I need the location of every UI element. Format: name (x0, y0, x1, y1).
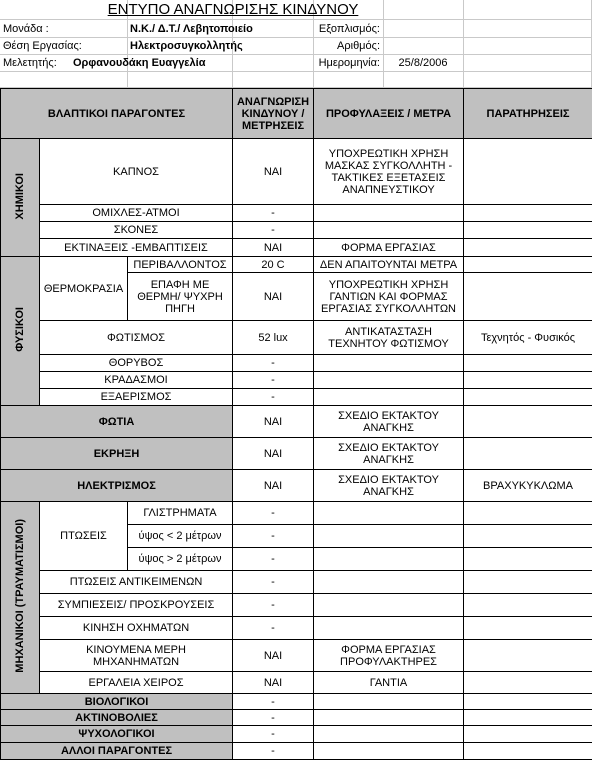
remark-text (464, 205, 592, 222)
table-row (1, 502, 592, 525)
measure-text: ΔΕΝ ΑΠΑΙΤΟΥΝΤΑΙ ΜΕΤΡΑ (314, 257, 464, 273)
recognition-value: - (233, 743, 314, 760)
measure-text: ΣΧΕΔΙΟ ΕΚΤΑΚΤΟΥ ΑΝΑΓΚΗΣ (314, 470, 464, 502)
factor-label: ύψος < 2 μέτρων (128, 525, 233, 548)
recognition-value: - (233, 389, 314, 406)
col-remarks: ΠΑΡΑΤΗΡΗΣΕΙΣ (464, 89, 592, 139)
table-row (1, 406, 592, 438)
factor-label: ΠΕΡΙΒΑΛΛΟΝΤΟΣ (128, 257, 233, 273)
table-row (1, 257, 592, 273)
table-row (1, 372, 592, 389)
remark-text (464, 389, 592, 406)
factor-label: ΣΥΜΠΙΕΣΕΙΣ/ ΠΡΟΣΚΡΟΥΣΕΙΣ (40, 594, 233, 617)
factor-label: ΓΛΙΣΤΡΗΜΑΤΑ (128, 502, 233, 525)
equipment-label: Εξοπλισμός: (318, 23, 380, 35)
category-physical: ΦΥΣΙΚΟΙ (1, 257, 40, 406)
category-chemical: ΧΗΜΙΚΟΙ (1, 139, 40, 257)
remark-text (464, 438, 592, 470)
recognition-value: - (233, 205, 314, 222)
remark-text (464, 502, 592, 525)
measure-text (314, 694, 464, 710)
date-value: 25/8/2006 (398, 57, 448, 69)
recognition-value: ΝΑΙ (233, 672, 314, 694)
remark-text (464, 355, 592, 372)
recognition-value: ΝΑΙ (233, 438, 314, 470)
remark-text (464, 726, 592, 743)
recognition-value: - (233, 694, 314, 710)
temperature-label: ΘΕΡΜΟΚΡΑΣΙΑ (40, 257, 128, 321)
recognition-value: ΝΑΙ (233, 406, 314, 438)
table-row (1, 694, 592, 710)
table-row (1, 222, 592, 239)
measure-text (314, 710, 464, 726)
factor-label: ΦΩΤΙΣΜΟΣ (40, 321, 233, 355)
factor-label: ΦΩΤΙΑ (1, 406, 233, 438)
factor-label: ΠΤΩΣΕΙΣ ΑΝΤΙΚΕΙΜΕΝΩΝ (40, 571, 233, 594)
position-label: Θέση Εργασίας: (3, 40, 82, 52)
factor-label: ΚΑΠΝΟΣ (40, 139, 233, 205)
table-row (1, 139, 592, 205)
measure-text (314, 355, 464, 372)
position-value: Ηλεκτροσυγκολλητής (130, 40, 243, 52)
factor-label: ύψος > 2 μέτρων (128, 548, 233, 571)
factor-label: ΑΚΤΙΝΟΒΟΛΙΕΣ (1, 710, 233, 726)
table-row (1, 355, 592, 372)
remark-text (464, 640, 592, 672)
recognition-value: 52 lux (233, 321, 314, 355)
table-row (1, 321, 592, 355)
falls-label: ΠΤΩΣΕΙΣ (40, 502, 128, 571)
col-factors: ΒΛΑΠΤΙΚΟΙ ΠΑΡΑΓΟΝΤΕΣ (1, 89, 233, 139)
table-header-row (1, 89, 592, 139)
table-row (1, 438, 592, 470)
recognition-value: - (233, 548, 314, 571)
col-measures: ΠΡΟΦΥΛΑΞΕΙΣ / ΜΕΤΡΑ (314, 89, 464, 139)
remark-text: Τεχνητός - Φυσικός (464, 321, 592, 355)
table-row (1, 470, 592, 502)
measure-text (314, 205, 464, 222)
table-row (1, 239, 592, 257)
factor-label: ΕΡΓΑΛΕΙΑ ΧΕΙΡΟΣ (40, 672, 233, 694)
table-row (1, 389, 592, 406)
remark-text (464, 571, 592, 594)
number-label: Αριθμός: (337, 40, 380, 52)
measure-text: ΑΝΤΙΚΑΤΑΣΤΑΣΗ ΤΕΧΝΗΤΟΥ ΦΩΤΙΣΜΟΥ (314, 321, 464, 355)
remark-text (464, 594, 592, 617)
measure-text (314, 617, 464, 640)
factor-label: ΕΚΡΗΞΗ (1, 438, 233, 470)
factor-label: ΚΙΝΟΥΜΕΝΑ ΜΕΡΗ ΜΗΧΑΝΗΜΑΤΩΝ (40, 640, 233, 672)
remark-text (464, 372, 592, 389)
recognition-value: - (233, 372, 314, 389)
recognition-value: - (233, 726, 314, 743)
remark-text (464, 548, 592, 571)
measure-text (314, 222, 464, 239)
measure-text: ΦΟΡΜΑ ΕΡΓΑΣΙΑΣ ΠΡΟΦΥΛΑΚΤΗΡΕΣ (314, 640, 464, 672)
factor-label: ΣΚΟΝΕΣ (40, 222, 233, 239)
table-row (1, 672, 592, 694)
remark-text (464, 273, 592, 321)
recognition-value: ΝΑΙ (233, 239, 314, 257)
table-row (1, 571, 592, 594)
factor-label: ΕΚΤΙΝΑΞΕΙΣ -ΕΜΒΑΠΤΙΣΕΙΣ (40, 239, 233, 257)
factor-label: ΟΜΙΧΛΕΣ-ΑΤΜΟΙ (40, 205, 233, 222)
measure-text: ΥΠΟΧΡΕΩΤΙΚΗ ΧΡΗΣΗ ΜΑΣΚΑΣ ΣΥΓΚΟΛΛΗΤΗ - ΤΑΚΤΙΚΕΣ ΕΞΕΤΑΣΕΙΣ ΑΝΑΠΝΕΥΣΤΙΚΟΥ (314, 139, 464, 205)
measure-text (314, 571, 464, 594)
measure-text: ΣΧΕΔΙΟ ΕΚΤΑΚΤΟΥ ΑΝΑΓΚΗΣ (314, 438, 464, 470)
table-row (1, 617, 592, 640)
table-row (1, 640, 592, 672)
remark-text (464, 710, 592, 726)
hazard-table (0, 88, 592, 760)
measure-text (314, 502, 464, 525)
table-row (1, 726, 592, 743)
factor-label: ΕΞΑΕΡΙΣΜΟΣ (40, 389, 233, 406)
measure-text: ΦΟΡΜΑ ΕΡΓΑΣΙΑΣ (314, 239, 464, 257)
table-row (1, 594, 592, 617)
remark-text (464, 617, 592, 640)
remark-text (464, 743, 592, 760)
measure-text (314, 372, 464, 389)
measure-text (314, 525, 464, 548)
measure-text: ΥΠΟΧΡΕΩΤΙΚΗ ΧΡΗΣΗ ΓΑΝΤΙΩΝ ΚΑΙ ΦΟΡΜΑΣ ΕΡΓΑΣΙΑΣ ΣΥΓΚΟΛΛΗΤΩΝ (314, 273, 464, 321)
remark-text (464, 672, 592, 694)
remark-text (464, 222, 592, 239)
remark-text (464, 139, 592, 205)
measure-text (314, 726, 464, 743)
recognition-value: ΝΑΙ (233, 273, 314, 321)
remark-text: ΒΡΑΧΥΚΥΚΛΩΜΑ (464, 470, 592, 502)
factor-label: ΚΡΑΔΑΣΜΟΙ (40, 372, 233, 389)
recognition-value: ΝΑΙ (233, 470, 314, 502)
measure-text (314, 594, 464, 617)
col-recognition: ΑΝΑΓΝΩΡΙΣΗ ΚΙΝΔΥΝΟΥ / ΜΕΤΡΗΣΕΙΣ (233, 89, 314, 139)
remark-text (464, 694, 592, 710)
factor-label: ΨΥΧΟΛΟΓΙΚΟΙ (1, 726, 233, 743)
researcher-label: Μελετητής: (3, 57, 57, 69)
measure-text (314, 548, 464, 571)
measure-text (314, 743, 464, 760)
recognition-value: ΝΑΙ (233, 640, 314, 672)
recognition-value: - (233, 710, 314, 726)
recognition-value: - (233, 355, 314, 372)
recognition-value: - (233, 222, 314, 239)
table-row (1, 710, 592, 726)
remark-text (464, 406, 592, 438)
unit-value: Ν.Κ./ Δ.Τ./ Λεβητοποιείο (130, 23, 253, 35)
table-row (1, 743, 592, 760)
factor-label: ΗΛΕΚΤΡΙΣΜΟΣ (1, 470, 233, 502)
factor-label: ΚΙΝΗΣΗ ΟΧΗΜΑΤΩΝ (40, 617, 233, 640)
remark-text (464, 239, 592, 257)
measure-text (314, 389, 464, 406)
recognition-value: - (233, 502, 314, 525)
form-header (0, 0, 592, 88)
factor-label: ΕΠΑΦΗ ΜΕ ΘΕΡΜΗ/ ΨΥΧΡΗ ΠΗΓΗ (128, 273, 233, 321)
recognition-value: - (233, 617, 314, 640)
recognition-value: - (233, 571, 314, 594)
remark-text (464, 525, 592, 548)
unit-label: Μονάδα : (3, 23, 49, 35)
form-title: ΕΝΤΥΠΟ ΑΝΑΓΝΩΡΙΣΗΣ ΚΙΝΔΥΝΟΥ (107, 1, 359, 18)
table-row (1, 205, 592, 222)
recognition-value: 20 C (233, 257, 314, 273)
date-label: Ημερομηνία: (318, 57, 380, 69)
recognition-value: - (233, 594, 314, 617)
measure-text: ΣΧΕΔΙΟ ΕΚΤΑΚΤΟΥ ΑΝΑΓΚΗΣ (314, 406, 464, 438)
remark-text (464, 257, 592, 273)
factor-label: ΑΛΛΟΙ ΠΑΡΑΓΟΝΤΕΣ (1, 743, 233, 760)
measure-text: ΓΑΝΤΙΑ (314, 672, 464, 694)
recognition-value: ΝΑΙ (233, 139, 314, 205)
factor-label: ΒΙΟΛΟΓΙΚΟΙ (1, 694, 233, 710)
category-mechanical: ΜΗΧΑΝΙΚΟΙ (ΤΡΑΥΜΑΤΙΣΜΟΙ) (1, 502, 40, 694)
factor-label: ΘΟΡΥΒΟΣ (40, 355, 233, 372)
researcher-value: Ορφανουδάκη Ευαγγελία (73, 57, 206, 69)
recognition-value: - (233, 525, 314, 548)
